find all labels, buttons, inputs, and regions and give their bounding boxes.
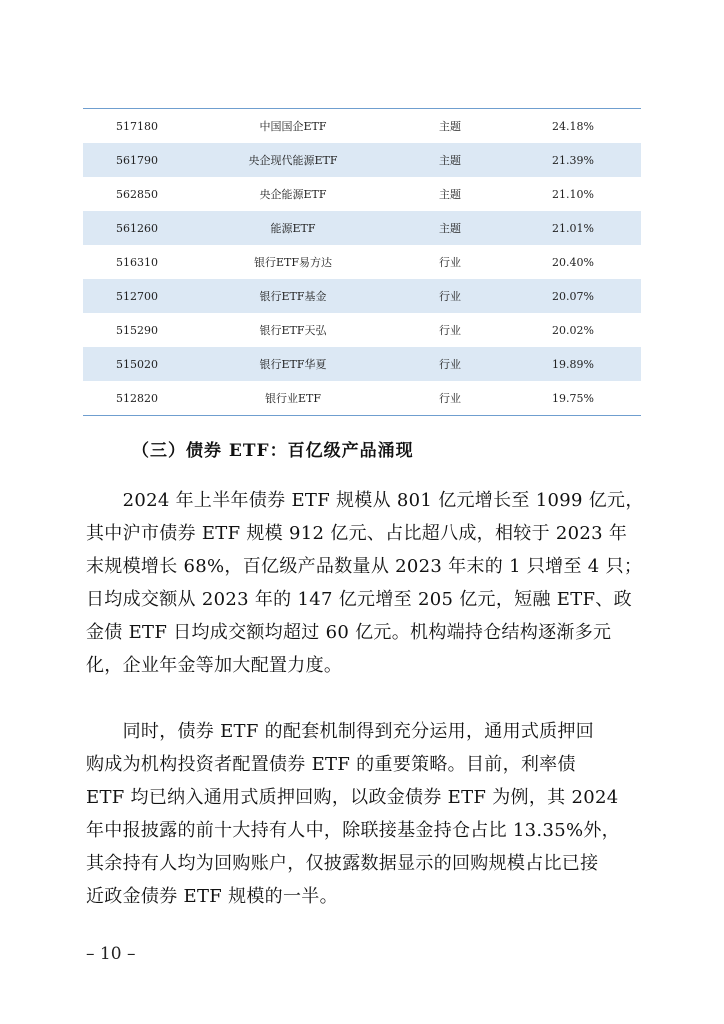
cell-percentage: 19.89%	[552, 357, 594, 371]
table-row	[83, 381, 641, 415]
table-row	[83, 279, 641, 313]
paragraph-line: 同时，债券 ETF 的配套机制得到充分运用，通用式质押回	[86, 721, 595, 742]
cell-name: 银行ETF天弘	[259, 324, 327, 337]
paragraph-line: 2024 年上半年债券 ETF 规模从 801 亿元增长至 1099 亿元，	[86, 490, 644, 511]
paragraph-line: 化，企业年金等加大配置力度。	[86, 655, 343, 676]
table-row	[83, 211, 641, 245]
cell-code: 561790	[116, 153, 158, 167]
table-row	[83, 347, 641, 381]
paragraph-line: 近政金债券 ETF 规模的一半。	[86, 886, 338, 907]
cell-code: 561260	[116, 221, 158, 235]
cell-name: 能源ETF	[270, 222, 316, 235]
cell-type: 行业	[439, 324, 461, 337]
table-row	[83, 313, 641, 347]
cell-name: 中国国企ETF	[259, 120, 327, 133]
cell-percentage: 20.02%	[552, 323, 594, 337]
cell-type: 行业	[439, 256, 461, 269]
cell-name: 央企能源ETF	[259, 188, 327, 201]
etf-table	[83, 108, 641, 416]
cell-code: 517180	[116, 119, 158, 133]
cell-name: 银行业ETF	[265, 392, 321, 405]
paragraph-repo-mechanism	[86, 715, 642, 913]
cell-type: 主题	[439, 154, 461, 167]
table-row	[83, 245, 641, 279]
cell-type: 主题	[439, 222, 461, 235]
paragraph-line: 其中沪市债券 ETF 规模 912 亿元、占比超八成，相较于 2023 年	[86, 523, 628, 544]
paragraph-bond-etf-scale	[86, 484, 642, 682]
cell-type: 主题	[439, 120, 461, 133]
cell-type: 行业	[439, 392, 461, 405]
cell-percentage: 20.40%	[552, 255, 594, 269]
cell-percentage: 21.10%	[552, 187, 594, 201]
cell-code: 512700	[116, 289, 158, 303]
cell-percentage: 21.39%	[552, 153, 594, 167]
cell-code: 515020	[116, 357, 158, 371]
cell-code: 512820	[116, 391, 158, 405]
cell-name: 银行ETF基金	[259, 290, 327, 303]
paragraph-line: 日均成交额从 2023 年的 147 亿元增至 205 亿元，短融 ETF、政	[86, 589, 632, 610]
cell-name: 银行ETF易方达	[254, 256, 332, 269]
cell-code: 562850	[116, 187, 158, 201]
cell-name: 央企现代能源ETF	[248, 154, 338, 167]
paragraph-line: ETF 均已纳入通用式质押回购，以政金债券 ETF 为例，其 2024	[86, 787, 619, 808]
cell-type: 主题	[439, 188, 461, 201]
paragraph-line: 末规模增长 68%，百亿级产品数量从 2023 年末的 1 只增至 4 只；	[86, 556, 643, 577]
page-number: – 10 –	[86, 944, 136, 964]
table-row	[83, 109, 641, 143]
cell-type: 行业	[439, 290, 461, 303]
cell-code: 516310	[116, 255, 158, 269]
table-row	[83, 143, 641, 177]
cell-percentage: 19.75%	[552, 391, 594, 405]
paragraph-line: 年中报披露的前十大持有人中，除联接基金持仓占比 13.35%外，	[86, 820, 620, 841]
table-row	[83, 177, 641, 211]
cell-code: 515290	[116, 323, 158, 337]
cell-type: 行业	[439, 358, 461, 371]
cell-percentage: 20.07%	[552, 289, 594, 303]
cell-percentage: 21.01%	[552, 221, 594, 235]
paragraph-line: 其余持有人均为回购账户，仅披露数据显示的回购规模占比已接	[86, 853, 599, 874]
paragraph-line: 购成为机构投资者配置债券 ETF 的重要策略。目前，利率债	[86, 754, 576, 775]
cell-percentage: 24.18%	[552, 119, 594, 133]
section-heading: （三）债券 ETF：百亿级产品涌现	[132, 441, 414, 461]
paragraph-line: 金债 ETF 日均成交额均超过 60 亿元。机构端持仓结构逐渐多元	[86, 622, 612, 643]
cell-name: 银行ETF华夏	[259, 358, 327, 371]
